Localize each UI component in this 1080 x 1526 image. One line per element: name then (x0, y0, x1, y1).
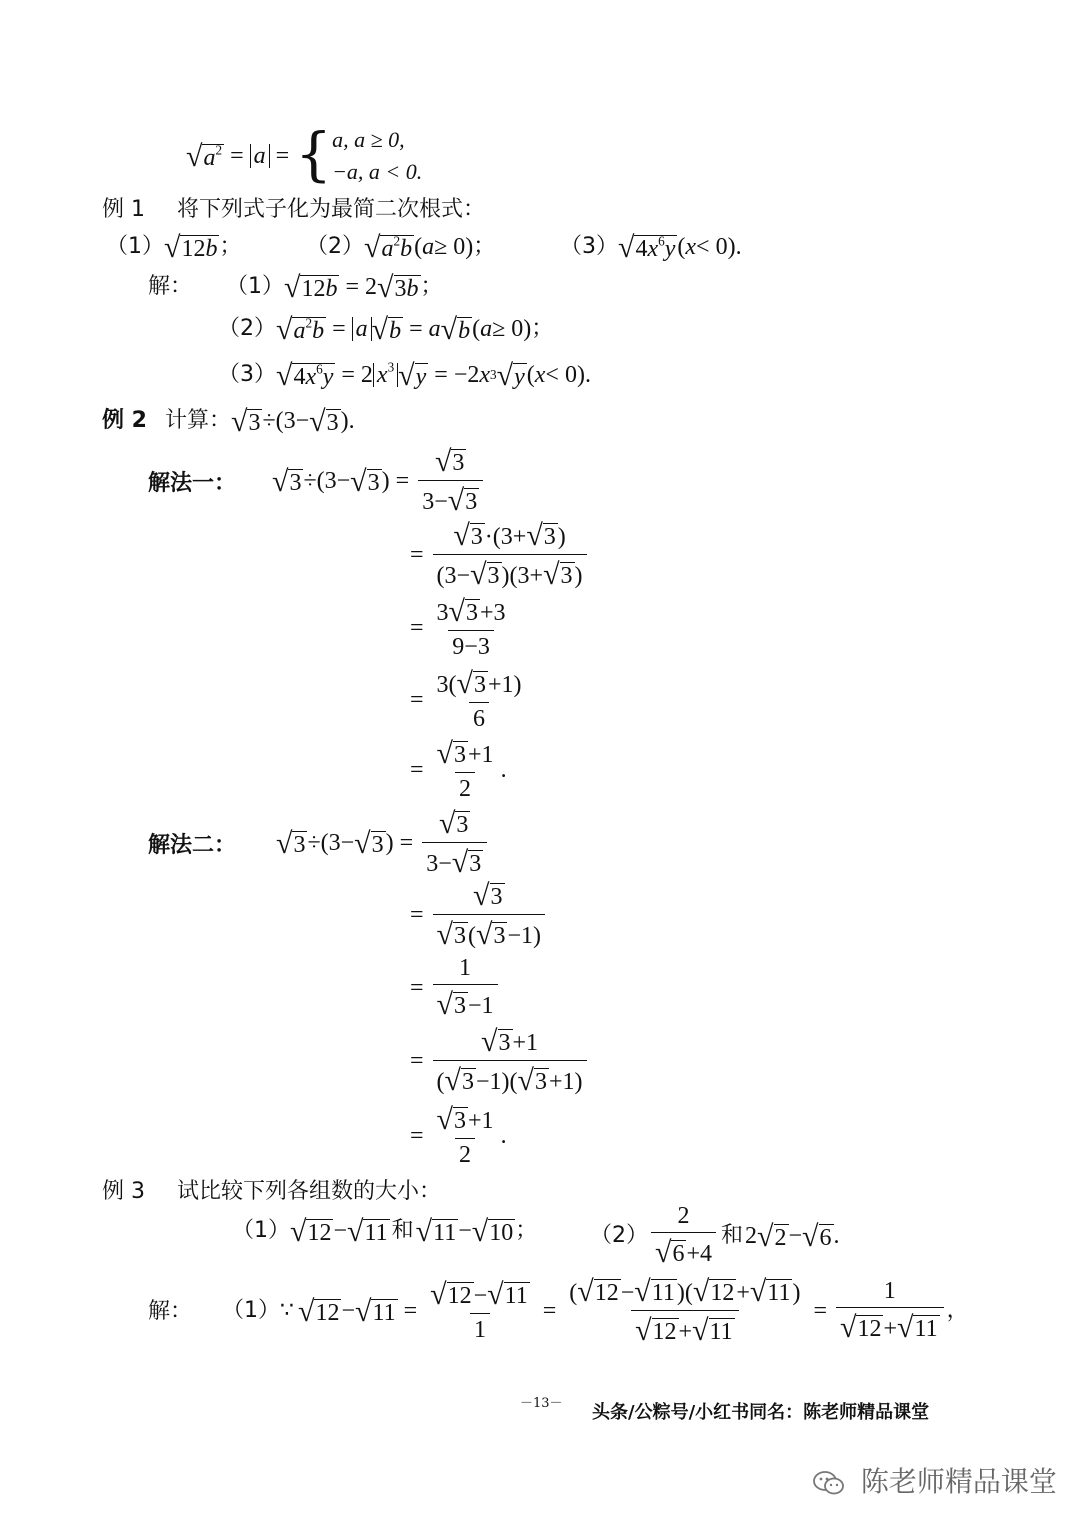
ex2-s2-line-3: = 1 √ 3 −1 (404, 956, 501, 1019)
ex3-problem-2: （2） 2 √ 6 +4 和 2 √ 2 − √ 6 . (590, 1203, 840, 1269)
ex2-s1-line-4: = 3( √ 3 +1) 6 (410, 667, 522, 733)
ex2-s2-line-4: = √ 3 +1 ( √ 3 −1)( √ 3 +1) (404, 1026, 590, 1095)
example-2-text: 计算： (164, 408, 231, 434)
because-symbol: ∵ (280, 1297, 294, 1323)
page-number: －13－ (520, 1396, 563, 1411)
example-2-header: 例 2 计算： √ 3 ÷(3− √ 3 ) . (102, 405, 355, 438)
watermark (812, 1460, 1057, 1500)
ex2-s1-line-1: √ 3 ÷(3− √ 3 ) = √ 3 3− √ 3 (272, 446, 486, 515)
ex2-s1-line-2: = √ 3 ·(3+ √ 3 ) (3− √ 3 )(3+ √ 3 ) (404, 520, 590, 589)
ex2-s2-line-2: = √ 3 √ 3 ( √ 3 −1) (404, 880, 548, 949)
case-2: −a, a < 0. (332, 159, 423, 184)
ex1-problem-2: （2） √ $a^2b$ ( a ≥ 0) ； (306, 231, 496, 264)
footer-brand: 头条/公粽号/小红书同名：陈老师精品课堂 (592, 1402, 930, 1423)
ex1-problem-1: （1） √ 12b ； (106, 231, 242, 264)
ex2-s2-line-5: = √ 3 +1 2 . (410, 1103, 507, 1169)
ex2-s1-line-5: = √ 3 +1 2 . (410, 737, 507, 803)
wechat-icon (812, 1470, 846, 1496)
ex3-solution-1: （1） ∵ √ 12 − √ 11 = √ 12 − √ 11 1 = ( √ 12 − √ 11 )( √ 12 + √ 11 ) √ 12 + √ 11 = 1 √ 12 + √ 11 ， (222, 1275, 969, 1348)
case-1: a, a ≥ 0, (332, 127, 405, 152)
example-1-header (102, 192, 485, 223)
example-3-text: 试比较下列各组数的大小： (177, 1179, 442, 1204)
ex1-solution-1: 解： （1） √ 12b = 2 √ 3b ； (148, 271, 443, 304)
example-1-label: 例 1 (102, 197, 145, 222)
ex3-solution-label: 解： (148, 1299, 193, 1324)
ex2-s1-line-3: = 3 √ 3 +3 9−3 (410, 595, 506, 661)
ex2-solution-2-label: 解法二： (148, 833, 237, 858)
ex3-problem-1: （1） √ 12 − √ 11 和 √ 11 − √ 10 ； (232, 1215, 538, 1248)
example-3-label: 例 3 (102, 1179, 145, 1204)
example-1-text: 将下列式子化为最简二次根式： (177, 197, 486, 222)
formula-sqrt-a2: √ $a^2$ = a = { a, a ≥ 0, −a, a < 0. (186, 120, 423, 188)
example-2-label: 例 2 (102, 408, 147, 434)
watermark-text: 陈老师精品课堂 (860, 1465, 1057, 1498)
ex2-s2-line-1: √ 3 ÷(3− √ 3 ) = √ 3 3− √ 3 (276, 808, 490, 877)
ex1-solution-3: （3） √ $4x^6y$ = 2 $x^3$ √ y = −2 x 3 √ y ( x < 0) . (218, 359, 591, 392)
ex2-solution-1-label: 解法一： (148, 471, 237, 496)
example-3-header (102, 1174, 441, 1205)
brace-icon: { (295, 120, 333, 188)
ex1-problem-3: （3） √ $4x^6y$ ( x < 0) . (560, 231, 742, 264)
ex1-solution-2: （2） √ $a^2b$ = a √ b = a √ b ( a ≥ 0) ； (218, 313, 554, 346)
